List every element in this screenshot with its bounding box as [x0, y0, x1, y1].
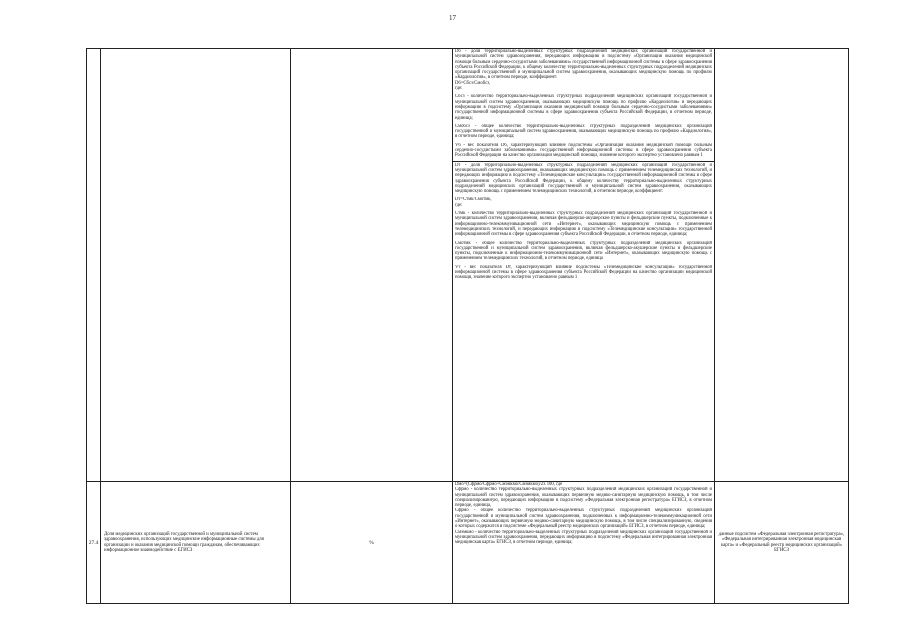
formula-text: Смотмк - общее количество территориально-выделенных структурных подразделений медицинских организаций государственной и муниципальной систем здравоохранения, включая фельдшерско-акушерские пункты и фельдшерские пункты, подключенные к информационно-телекоммуникационной сети «Интернет», оказывающих медицинскую помощь с применением телемедицинских технологий, в отчетном периоде, единица [455, 240, 714, 262]
methodology-cell [453, 49, 715, 482]
row-number-cell [87, 49, 101, 482]
methodology-cell [453, 482, 715, 604]
formula-text: D6 - доля территориально-выделенных структурных подразделений медицинских организаций государственной и муниципальной систем здравоохранения, передающих информацию в подсистему «Организация оказания медицинской помощи больным сердечно-сосудистыми заболеваниями» государственной информационной системы в сфере здравоохранения субъекта Российской Федерации, к общему количеству территориально-выделенных структурных подразделений медицинских организаций государственной и муниципальной систем здравоохранения, оказывающих медицинскую помощь по профилю «Кардиология», в отчетном периоде, коэффициент: D6=Сбсз/Смобсз, где: [455, 49, 712, 92]
formula-text: V6 - вес показателя D6, характеризующий влияние подсистемы «Организация оказания медицинской помощи больным сердечно-сосудистыми заболеваниями» государственной информационной системы в сфере здравоохранения субъекта Российской Федерации на качество организации медицинской помощи, значение которого экспертно установлено равным 1 [455, 142, 714, 159]
formula-text: Dмо=(Сфрмо/Сфрмо+Смэмкмо/Смэмкмо)/2х 100, где [455, 482, 563, 487]
row-number: 27.4 [87, 482, 101, 604]
unit-cell [291, 49, 453, 482]
formula-text: Смобсз - общее количество территориально-выделенных структурных подразделений медицинских организаций государственной и муниципальной систем здравоохранения, оказывающих медицинскую помощь по профилю «Кардиология», в отчетном периоде, единица; [455, 123, 714, 140]
formula-text: Vт - вес показателя Dт, характеризующий влияние подсистемы «Телемедицинские консультации» государственной информационной системы в сфере здравоохранения субъекта Российской Федерации на качество организации медицинской помощи, значение которого экспертно установлено равным 1 [455, 264, 714, 281]
data-source: данные подсистем «Федеральная электронная регистратура», «Федеральная интегрированная электронная медицинская карта» и «Федеральный реестр медицинских организаций» ЕГИСЗ [718, 531, 845, 553]
source-cell [715, 482, 849, 604]
divider [453, 161, 714, 162]
unit: % [291, 482, 453, 604]
indicator-name-cell [101, 49, 291, 482]
source-cell [715, 49, 849, 482]
table-row [87, 49, 849, 482]
formula-text: Dт - доля территориально-выделенных структурных подразделений медицинских организаций государственной и муниципальной систем здравоохранения, оказывающих медицинскую помощь с применением телемедицинских технологий, и передающих информацию в подсистему «Телемедицинские консультации» государственной информационной системы в сфере здравоохранения субъекта Российской Федерации, к общему количеству территориально-выделенных структурных подразделений медицинских организаций государственной и муниципальной систем здравоохранения, оказывающих медицинскую помощь с применением телемедицинских технологий, в отчетном периоде, коэффициент: [455, 162, 714, 195]
indicator-table [86, 48, 849, 604]
formula-text: Стмк - количество территориально-выделенных структурных подразделений медицинских организаций государственной и муниципальной систем здравоохранения, включая фельдшерско-акушерские пункты и фельдшерские пункты, подключенные к информационно-телекоммуникационной сети «Интернет», оказывающих медицинскую помощь с применением телемедицинских технологий, и передающих информацию в подсистему «Телемедицинские консультации» государственной информационной системы в сфере здравоохранения субъекта Российской Федерации, в отчетном периоде, единица; [455, 211, 714, 238]
indicator-name: Доля медицинских организаций государственной и муниципальной систем здравоохранения, использующих медицинские информационные системы для организации и оказания медицинской помощи гражданам, обеспечивающих информационное взаимодействие с ЕГИСЗ [104, 531, 264, 553]
page-number: 17 [449, 14, 456, 22]
indicator-name-cell [101, 482, 291, 604]
formula-text: Сбсз - количество территориально-выделенных структурных подразделений медицинских организаций государственной и муниципальной систем здравоохранения, оказывающих медицинскую помощь по профилю «Кардиология» и передающих информацию в подсистему «Организация оказания медицинской помощи больным сердечно-сосудистыми заболеваниями» государственной информационной системы в сфере здравоохранения субъекта Российской Федерации, в отчетном периоде, единица; [455, 94, 714, 121]
table-row [87, 482, 849, 604]
formula-text: Сфрмо - количество территориально-выделенных структурных подразделений медицинских организаций государственной и муниципальной систем здравоохранения, оказывающих первичную медико-санитарную медицинскую помощь, в том числе специализированную, передающих информацию в подсистему «Федеральная электронная регистратура» ЕГИСЗ, в отчетном периоде, единица, [455, 487, 714, 509]
formula-text: Сфрмо - общее количество территориально-выделенных структурных подразделений медицинских организаций государственной и муниципальной систем здравоохранения, подключенных к информационно-телекоммуникационной сети «Интернет», оказывающих первичную медико-санитарную медицинскую помощь, в том числе специализированную, сведения о которых содержатся в подсистеме «Федеральный реестр медицинских организаций» ЕГИСЗ, в отчетном периоде, единица; [455, 508, 714, 530]
formula-text: Dт=Стмк/Смотмк, где: [455, 197, 492, 208]
formula-text: Смэмкмо - количество территориально-выделенных структурных подразделений медицинских организаций государственной и муниципальной систем здравоохранения, передающих информацию в подсистему «Федеральная интегрированная электронная медицинская карта» ЕГИСЗ, в отчетном периоде, единица; [455, 529, 714, 546]
